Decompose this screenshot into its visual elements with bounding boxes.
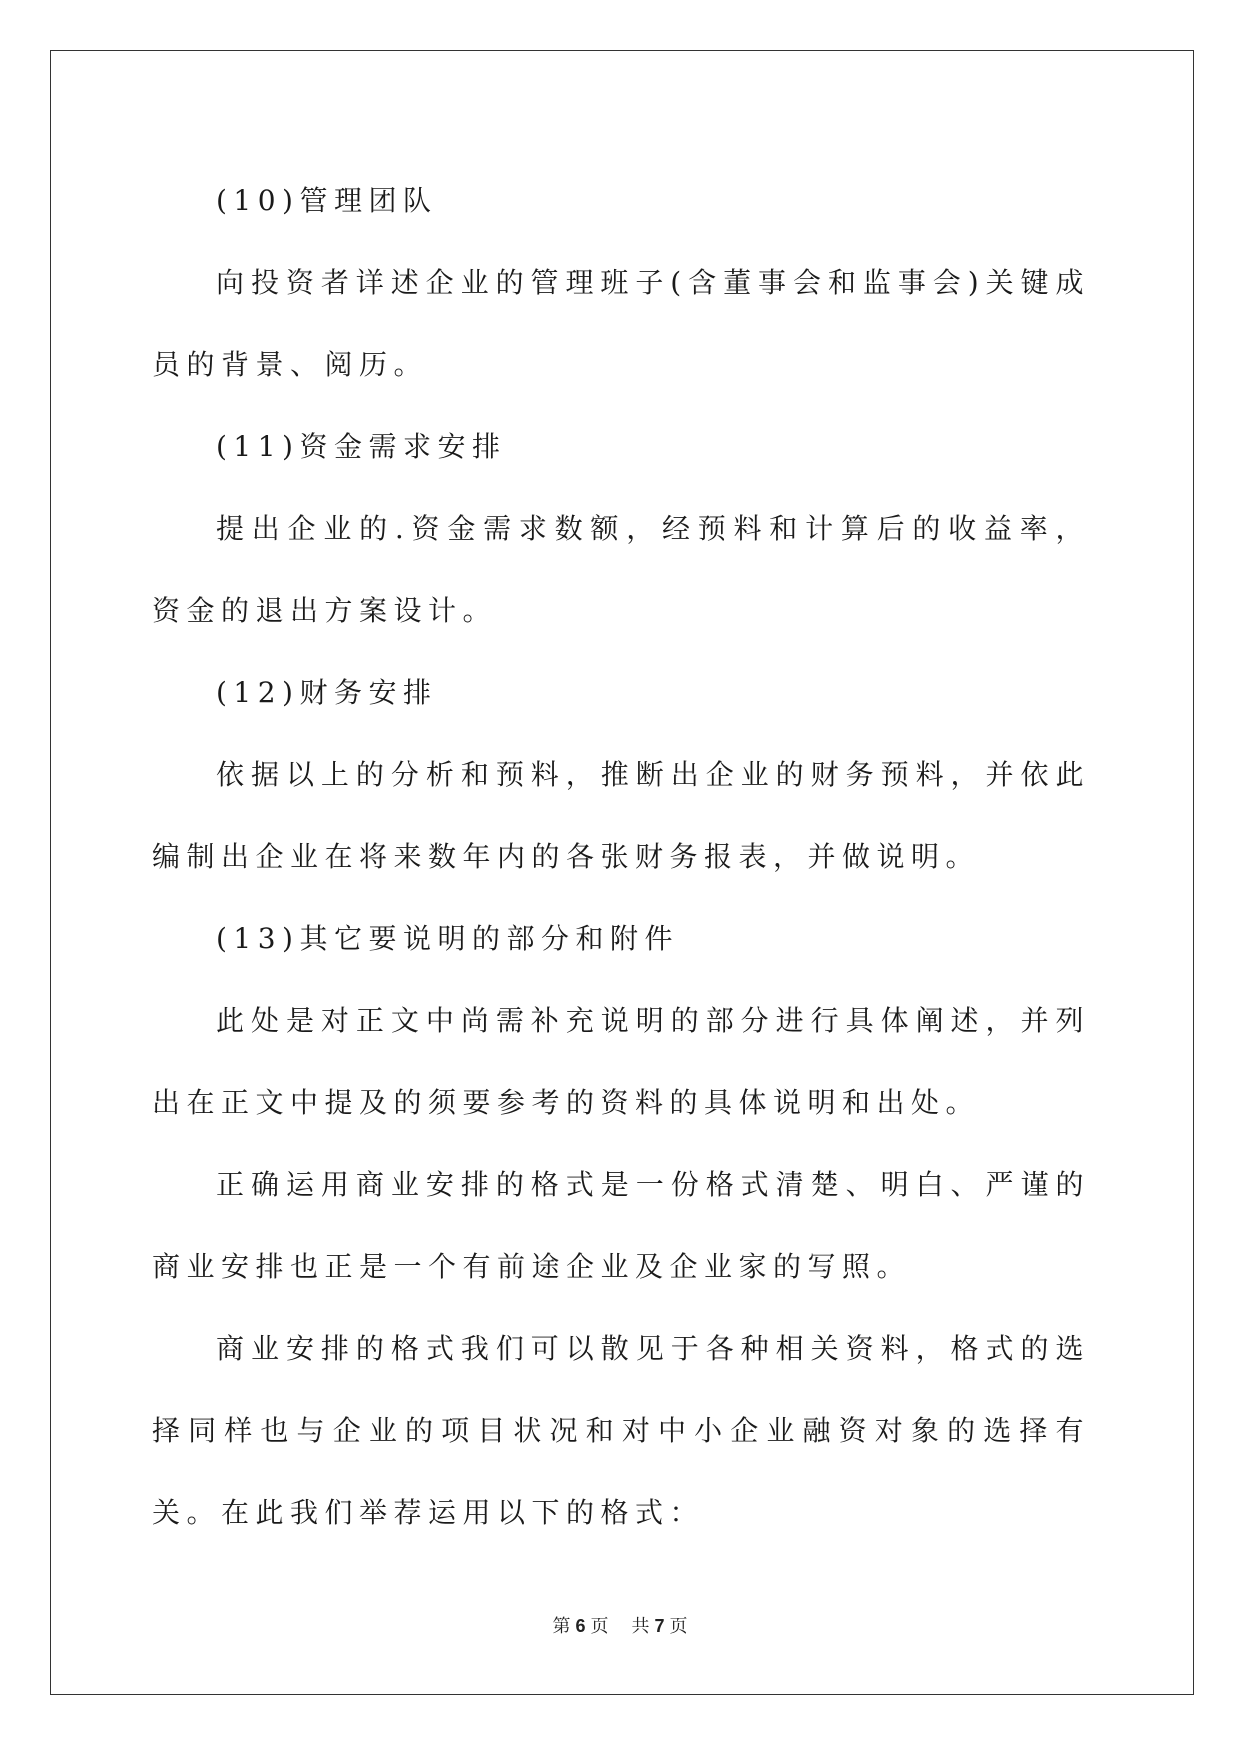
paragraph-financial-plan: 依据以上的分析和预料，推断出企业的财务预料，并依此编制出企业在将来数年内的各张财务报表，并做说明。 <box>152 758 1090 873</box>
paragraph-funding-needs: 提出企业的.资金需求数额，经预料和计算后的收益率，资金的退出方案设计。 <box>152 512 1090 627</box>
paragraph-management-team: 向投资者详述企业的管理班子(含董事会和监事会)关键成员的背景、阅历。 <box>152 266 1090 381</box>
paragraph-format-importance: 正确运用商业安排的格式是一份格式清楚、明白、严谨的商业安排也正是一个有前途企业及企业家的写照。 <box>152 1168 1090 1283</box>
section-heading-funding-needs: (11)资金需求安排 <box>216 430 507 463</box>
paragraph-format-recommendation: 商业安排的格式我们可以散见于各种相关资料，格式的选择同样也与企业的项目状况和对中小企业融资对象的选择有关。在此我们举荐运用以下的格式： <box>152 1332 1090 1529</box>
page-suffix: 页 <box>590 1616 610 1637</box>
total-suffix: 页 <box>669 1616 689 1637</box>
total-prefix: 共 <box>631 1616 651 1637</box>
section-heading-management-team: (10)管理团队 <box>216 184 438 217</box>
page-footer <box>0 1612 1241 1638</box>
section-heading-financial-plan: (12)财务安排 <box>216 676 438 709</box>
total-pages: 7 <box>654 1616 666 1636</box>
document-body <box>152 160 1090 1554</box>
page-number: 6 <box>575 1616 587 1636</box>
paragraph-appendix: 此处是对正文中尚需补充说明的部分进行具体阐述，并列出在正文中提及的须要参考的资料的具体说明和出处。 <box>152 1004 1090 1119</box>
page-prefix: 第 <box>552 1616 572 1637</box>
section-heading-appendix: (13)其它要说明的部分和附件 <box>216 922 679 955</box>
